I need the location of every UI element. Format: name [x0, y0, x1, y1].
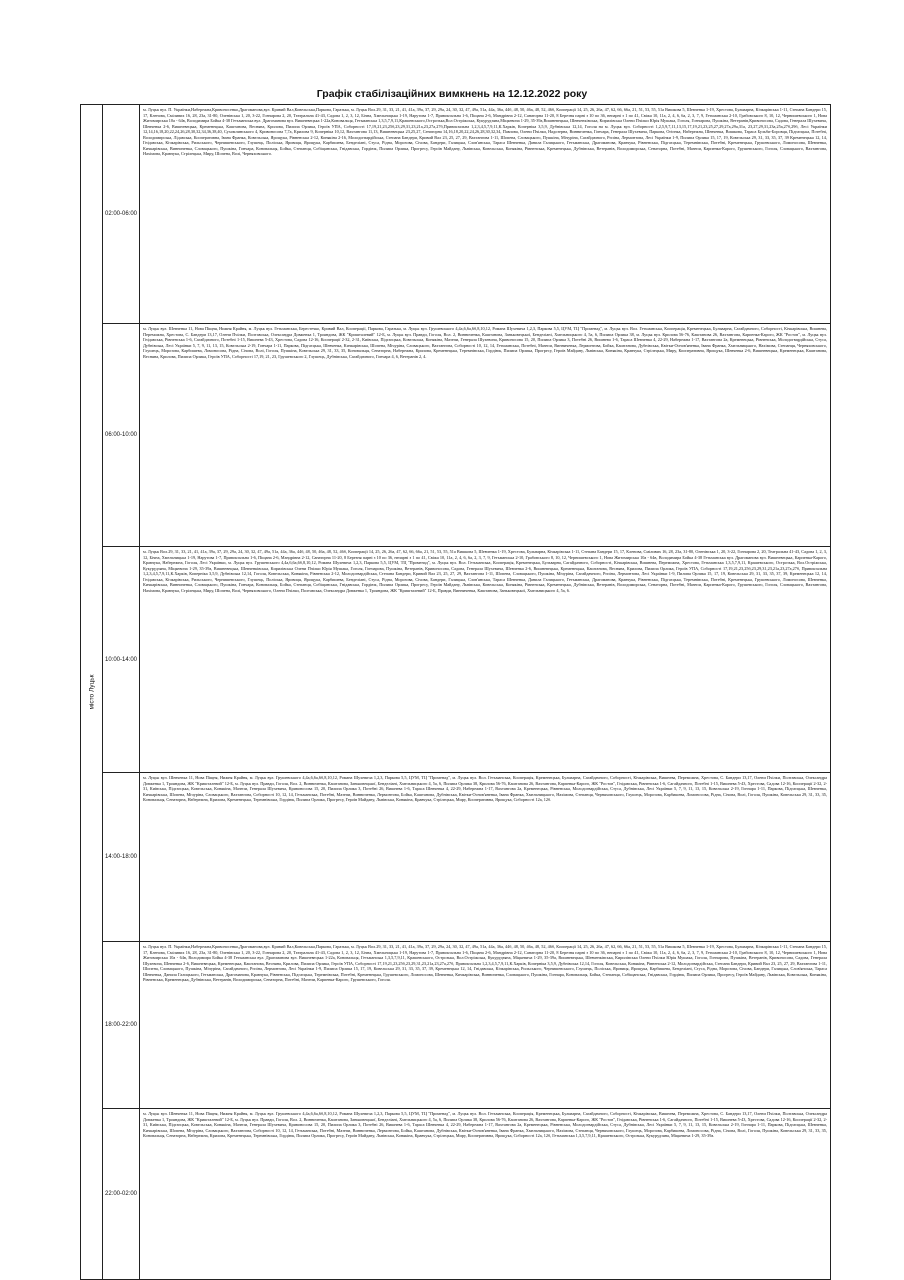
time-slot: 02:00-06:00: [103, 105, 140, 324]
streets-list: м. Луцьк вул. П. Українки,Набережна,Кривоносенко,Драгоманова,вул. Кривий Вал,Ковельська,Паркова, Гаразька, м. Луцьк Вол.29, 31, 33, 21, 41, 41а, 39а, 37, 29, 29а, 24, 30, 32, 47, 49а, 51а, 44а, 36а, 44б, 48, 50, 46а, 48, 52, 46б, Кооперації 14, 25, 26, 26а, 47, 62, 66, 66а, 21, 51, 53, 55, 51а Вишкова 5, Шевченка 1-19, Хрестова, Бульварна, Кічкарівська 1-11, Степана Бандери 15, 17, Кленова, Сміливих 16, 28, 23а, 31-80, Оленівська 1, 20, 3-22, Гончарова 2, 20, Театральна 41-43, Садова 1, 2, 3, 12, Бічна, Хмельницька 1-19, Нарутова 1-7, Привокзальна 1-6, Піщана 2-6, Мандрівна 2-12, Санаторна 11-20, 8 Березня парні з 10 по 36, непарні з 1 по 41, Свіжа 10, 11а, 2, 4, 6, 6а, 2, 3, 7, 9, Гетьманська 2-10, Грабовського 8, 10, 12, Чернишевського 1, Нова Житомирська 10а - 64в, Володимира Бойка 4-38 Гетьманська вул. Драгоманова вул. Вишневецька 1-22а, Коновальця, Гетьманська 1,3,5,7,9,11, Крашевського, Острозька, Вол.Остріжська, Кукурудзяна, Міцкевича 1-29, 35-39а, Вишневецька, Шевченківська, Кирилівська Олени Пчілки Юрія Мушака, Гоголя, Гончарова, Пушкіна, Ветеранів, Кривоносова, Садова, Генерала Шухевича, Шевченка 2-6, Вишневецька, Кременецька, Каштанова, Весняна, Крилова, Пилипа Орлика, Героїв УПА, Соборності 17,19,21,23,25б,23,29,31,23,21а,23,27а,27б, Привокзальна 1,2,3,4,5,7,9,11,К.Харків, Коперніка 3,5,9, Дубнівська 12,14, Гоголя, Ковельська, Конякіна, Рівненська 2-12, Молодогвардійська, Степана Бандери, Кривий Вал 23, 25, 27, 29, Вахтангова 1-11, Шопена, Словацького, Пушкіна, Мічуріна, Сагайдачного, Рєпіна, Лермонтова, Лесі Українки 1-9, Пилипа Орлика 15, 17, 19, Ковельська 29, 31, 33, 35, 37, 39, Кременецька 12, 14, Гнідавська, Кічкарівська, Рильського, Чернишевського, Глушець, Поліська, Яровиця, Ярощука, Карбишева, Бенделіані, Стуса, Рідна, Морозова, Січова, Бандери, Галицька, Слов'янська, Тараса Шевченка, Данила Галицького, Гетьманська, Драгоманова, Кравчука, Рівненська, Підгаєцька, Теремнівська, Потебні, Кременецька, Грушевського, Ломоносова, Шевченка, Кичкарівська, Винниченка, Словацького, Пушкіна, Гончара, Коновальця, Бойка, Степанця, Собіщанська, Гнідавська, Гордіюк, Пилипа Орлика, Прогресу, Героїв Майдану, Львівська, Ковельська, Конякіна, Рівненська, Кременецька, Дубнівська, Ветеранів, Володимирська, Сенаторна, Потебні, Мазепи, Карпенка-Карого, Грушевського, Гоголя.: [143, 944, 827, 982]
document-title: Графік стабілізаційних вимкнень на 12.12.2022 року: [316, 88, 588, 100]
streets-list: м. Луцьк вул. Шевченка 11, Нова Піщня, Нижня Крайня, м. Луцьк вул. Грушевського 4,4а,6,6а,6б,8,10,12, Романа Шухевича 1,2,3, Паркова 5,5, ЦУМ, ТЦ "Променад", м. Луцьк вул. Вол. Гетьманська, Кооперація, Кременецька, Бульварна, Сагайдачного, Соборності, Кічкарівська, Вишнева, Переможна, Хрестова, С. Бандери 13,17, Олени Пчілки, Полтавська, Олександра Довженка 1, Трояндова, ЖК "Кришталевий" 12-Б, м. Луцьк вул. Правди, Гоголя, Вол. 2, Винниченка, Каштанова, Заньковецької, Бенделіані, Хмельницького 4, 5а, 6, Пилипа Орлика 38, Крилова 56-76, Каштанова 26, Вахтангова, Карпенка-Карого, ЖК "Ростов", Гнідавська, Рівненська 1-6, Сагайдачного, Потебні 1-15, Вишнева 5-43, Хрестова, Садова 12-16, Кооперації 2-32, 2-31, Київська, Підгаєцька, Ковельська, Конякіна, Мазепи, Генерала Шухевича, Кривоносова 15, 20, Пилипа Орлика 3, Потебні 26, Вишнева 1-6, Тараса Шевченка 4, 22-29, Набережна 1-17, Вахтангова 2а, Кременецька, Рівненська, Молодогвардійська, Стуса, Дубнівська, Лесі Українки 5, 7, 9, 11, 13, 15, Ковельська 2-19, Гончара 1-11, Паркова, Підгаєцька, Шевченка, Кичкарівська, Шопена, Мічуріна, Словацького, Вахтангова, Соборності 10, 12, 14, Гетьманська, Потебні, Мазепи, Винниченка, Лермонтова, Бойка, Каштанова, Дубнівська, Квітки-Основ'яненка, Івана Франка, Хмельницького, Нахімова, Степанця, Черняховського, Глушець, Морозова, Карбишева, Ломоносова, Рідна, Січова, Волі, Гоголя, Пушкіна, Ковельська 29, 31, 33, 35, Коновальця, Сенаторна, Набережна, Крилова, Кременецька, Теремнівська, Гордіюк, Пилипа Орлика, Прогресу, Героїв Майдану, Львівська, Конякіна, Кравчука, Стрілецька, Миру, Кооперативна, Ярощука, Соборності 12а, 12б, Гетьманська 1,3,5,7,9,11, Крашевського, Острозька, Кукурудзяна, Міцкевича 1-29, 35-39а.: [143, 1111, 827, 1138]
schedule-row: [81, 942, 831, 1109]
time-slot: 06:00-10:00: [103, 324, 140, 547]
streets-cell: [140, 324, 831, 547]
outage-schedule-table: [80, 104, 831, 1280]
time-slot: 10:00-14:00: [103, 547, 140, 773]
schedule-row: [81, 547, 831, 773]
schedule-row: [81, 773, 831, 942]
region-label: місто Луцьк: [88, 674, 95, 710]
schedule-row: [81, 1109, 831, 1280]
schedule-row: [81, 105, 831, 324]
streets-cell: [140, 1109, 831, 1280]
time-slot: 14:00-18:00: [103, 773, 140, 942]
streets-cell: [140, 105, 831, 324]
streets-cell: [140, 942, 831, 1109]
streets-cell: [140, 547, 831, 773]
time-slot: 22:00-02:00: [103, 1109, 140, 1280]
time-slot: 18:00-22:00: [103, 942, 140, 1109]
streets-cell: [140, 773, 831, 942]
schedule-row: [81, 324, 831, 547]
streets-list: м. Луцьк вул. П. Українки,Набережна,Кривоносенко,Драгоманова,вул. Кривий Вал,Ковельська,Паркова, Гаразька, м. Луцьк Вол.29, 31, 33, 21, 41, 41а, 39а, 37, 29, 29а, 24, 30, 32, 47, 49а, 51а, 44а, 36а, 44б, 48, 50, 46а, 48, 52, 46б, Кооперації 14, 25, 26, 26а, 47, 62, 66, 66а, 21, 51, 53, 55, 51а Вишкова 5, Шевченка 1-19, Хрестова, Бульварна, Кічкарівська 1-11, Степана Бандери 15, 17, Кленова, Сміливих 16, 28, 23а, 31-80, Оленівська 1, 20, 3-22, Гончарова 2, 20, Театральна 41-43, Садова 1, 2, 3, 12, Бічна, Хмельницька 1-19, Нарутова 1-7, Привокзальна 1-6, Піщана 2-6, Мандрівна 2-12, Санаторна 11-20, 8 Березня парні з 10 по 36, непарні з 1 по 41, Свіжа 10, 11а, 2, 4, 6, 6а, 2, 3, 7, 9, Гетьманська 2-10, Грабовського 8, 10, 12, Чернишевського 1, Нова Житомирська 10а - 64в, Володимира Бойка 4-38 Гетьманська вул. Драгоманова вул. Вишневецька 1-22а,Коновальця, Гетьманська 1,3,5,7,9,11,Крашевського,Острозька,Вол.Остріжська, Кукурудзяна,Міцкевича 1-29, 35-39а,Вишневецька, Шевченківська, Кирилівська Олени Пчілки Юрія Мушака, Гоголя, Гончарова, Пушкіна, Ветеранів,Кривоносова, Садова, Генерала Шухевича, Шевченка 2-6, Вишневецька, Кременецька, Каштанова, Весняна, Крилова, Пилипа Орлика, Героїв УПА, Соборності 17,19,21,23,25б,23,29,31,23,21а,23,27а,27б,Привокзальна 1,2,3,4,5,7,9,11,К.Харків, Коперніка 3,5,9, Дубнівська 12,14, Гоголя на м. Луцьк вул. Соборності 1,2,5,9,7,11,13,15,17,19,21,23,25,27,29,27а,29а,31а, 23,27,29,31,23а,25а,27б,29б, Лесі Українки 12,14,16,18,20,22,24,26,28,30,32,34,36,38,40, Сухомлинського 4, Кривоносова 7,7а, Крилова 9, Коперніка 10,12, Вахтангова 11,13, Вишневецька 23,25,27, Сенаторна 14,16,18,20,22,24,26,28,30,32,34, Павлова, Олени Пчілки, Надозерна, Винниченка, Гончара, Генерала Шухевича, Паркова, Огієнка, Набережна, Шевченка, Вишкова, Тараса Бульби-Боровця, Підгаєцька, Потебні, Володимирська, Лідавська, Кооперативна, Івана Франка, Ковельська, Ярощука, Рівненська 2-12, Конякіна 2-16, Молодогвардійська, Степана Бандери, Кривий Вал 23, 25, 27, 29, Вахтангова 1-11, Шопена, Словацького, Пушкіна, Мічуріна, Сагайдачного, Рєпіна, Лермонтова, Лесі Українки 1-9, Пилипа Орлика 15, 17, 19, Ковельська 29, 31, 33, 35, 37, 39 Кременецька 12, 14, Гнідавська, Кічкарівська, Рильського, Чернишевського, Глушець, Поліська, Яровиця, Ярощука, Карбишева, Бенделіані, Стуса, Рідна, Морозова, Січова, Бандери, Галицька, Слов'янська, Тараса Шевченка, Данила Галицького, Гетьманська, Драгоманова, Кравчука, Рівненська, Підгаєцька, Теремнівська, Потебні, Кременецька, Грушевського, Ломоносова, Шевченка, Кичкарівська, Винниченка, Словацького, Пушкіна, Гончара, Коновальця, Бойка, Степанця, Собіщанська, Гнідавська, Гордіюк, Пилипа Орлика, Прогресу, Героїв Майдану, Львівська, Ковельська, Конякіна, Рівненська, Кременецька, Дубнівська, Ветеранів, Володимирська, Сенаторна, Потебні, Мазепи, Карпенка-Карого, Грушевського, Гоголя, Словацького, Вахтангова, Нахімова, Кравчука, Стрілецька, Миру, Шопена, Волі, Черняховського.: [143, 107, 827, 156]
streets-list: м. Луцьк Вол.29, 31, 33, 21, 41, 41а, 39а, 37, 29, 29а, 24, 30, 32, 47, 49а, 51а, 44а, 36а, 44б, 48, 50, 46а, 48, 52, 46б, Кооперації 14, 25, 26, 26а, 47, 62, 66, 66а, 21, 51, 53, 55, 51а Вишкова 5, Шевченка 1-19, Хрестова, Бульварна, Кічкарівська 1-11, Степана Бандери 15, 17, Кленова, Сміливих 16, 28, 23а, 31-80, Оленівська 1, 20, 3-22, Гончарова 2, 20, Театральна 41-43, Садова 1, 2, 3, 12, Бічна, Хмельницька 1-19, Нарутова 1-7, Привокзальна 1-6, Піщана 2-6, Мандрівна 2-12, Санаторна 11-20, 8 Березня парні з 10 по 36, непарні з 1 по 41, Свіжа 10, 11а, 2, 4, 6, 6а, 2, 3, 7, 9, Гетьманська 2-10, Грабовського 8, 10, 12, Чернишевського 1, Нова Житомирська 10а - 64в, Володимира Бойка 4-38 Гетьманська вул. Драгоманова вул. Вишневецька, Карпенка-Карого, Кравчука, Набережна, Гоголя, Лесі Українки, м. Луцьк вул. Грушевського 4,4а,6,6а,6б,8,10,12, Романа Шухевича 1,2,3, Паркова 5,5, ЦУМ, ТЦ "Променад", м. Луцьк вул. Вол. Гетьманська, Кооперація, Кременецька, Бульварна, Сагайдачного, Соборності, Кічкарівська, Вишнева, Переможна, Хрестова, Гетьманська 1,3,5,7,9,11, Крашевського, Острозька, Вол.Остріжська, Кукурудзяна, Міцкевича 1-29, 35-39а, Вишневецька, Шевченківська, Кирилівська Олени Пчілки Юрія Мушака, Гоголя, Гончарова, Пушкіна, Ветеранів, Кривоносова, Садова, Генерала Шухевича, Шевченка 2-6, Вишневецька, Кременецька, Каштанова, Весняна, Крилова, Пилипа Орлика, Героїв УПА, Соборності 17,19,21,23,25б,23,29,31,23,21а,23,27а,27б, Привокзальна 1,2,3,4,5,7,9,11,К.Харків, Коперніка 3,5,9, Дубнівська 12,14, Гоголя, Ковельська, Конякіна, Рівненська 2-12, Молодогвардійська, Степана Бандери, Кривий Вал 23, 25, 27, 29, Вахтангова 1-11, Шопена, Словацького, Пушкіна, Мічуріна, Сагайдачного, Рєпіна, Лермонтова, Лесі Українки 1-9, Пилипа Орлика 15, 17, 19, Ковельська 29, 31, 33, 35, 37, 39, Кременецька 12, 14, Гнідавська, Кічкарівська, Рильського, Чернишевського, Глушець, Поліська, Яровиця, Ярощука, Карбишева, Бенделіані, Стуса, Рідна, Морозова, Січова, Бандери, Галицька, Слов'янська, Тараса Шевченка, Данила Галицького, Гетьманська, Драгоманова, Кравчука, Рівненська, Підгаєцька, Теремнівська, Потебні, Кременецька, Грушевського, Ломоносова, Шевченка, Кичкарівська, Винниченка, Словацького, Пушкіна, Гончара, Коновальця, Бойка, Степанця, Собіщанська, Гнідавська, Гордіюк, Пилипа Орлика, Прогресу, Героїв Майдану, Львівська, Ковельська, Конякіна, Рівненська, Кременецька, Дубнівська, Ветеранів, Володимирська, Сенаторна, Потебні, Мазепи, Карпенка-Карого, Грушевського, Гоголя, Словацького, Вахтангова, Нахімова, Кравчука, Стрілецька, Миру, Шопена, Волі, Черняховського, Олени Пчілки, Полтавська, Олександра Довженка 1, Трояндова, ЖК "Кришталевий" 12-Б, Правди, Винниченка, Каштанова, Заньковецької, Хмельницького 4, 5а, 6.: [143, 549, 827, 593]
region-cell: [81, 105, 103, 1280]
streets-list: м. Луцьк вул. Шевченка 11, Нова Піщня, Нижня Крайня, м. Луцьк вул. Гетьманська, Берестечко, Кривий Вал, Кооперації, Паркова, Гаразька, м. Луцьк вул. Грушевського 4,4а,6,6а,6б,8,10,12, Романа Шухевича 1,2,3, Паркова 5,5, ЦУМ, ТЦ "Променад", м. Луцьк вул. Вол. Гетьманська, Кооперація, Кременецька, Бульварна, Сагайдачного, Соборності, Кічкарівська, Вишнева, Переможна, Хрестова, С. Бандери 13,17, Олени Пчілки, Полтавська, Олександра Довженка 1, Трояндова, ЖК "Кришталевий" 12-Б, м. Луцьк вул. Правди, Гоголя, Вол. 2, Винниченка, Каштанова, Заньковецької, Бенделіані, Хмельницького 4, 5а, 6, Пилипа Орлика 38, м. Луцьк вул. Крилова 56-76, Каштанова 26, Вахтангова, Карпенка-Карого, ЖК "Ростов", м. Луцьк вул. Гнідавська, Рівненська 1-6, Сагайдачного, Потебні 1-15, Вишнева 5-43, Хрестова, Садова 12-16, Кооперації 2-32, 2-31, Київська, Підгаєцька, Ковельська, Конякіна, Мазепи, Генерала Шухевича, Кривоносова 15, 20, Пилипа Орлика 3, Потебні 26, Вишнева 1-6, Тараса Шевченка 4, 22-29, Набережна 1-17, Вахтангова 2а, Кременецька, Рівненська, Молодогвардійська, Стуса, Дубнівська, Лесі Українки 5, 7, 9, 11, 13, 15, Ковельська 2-19, Гончара 1-11, Паркова, Підгаєцька, Шевченка, Кичкарівська, Шопена, Мічуріна, Словацького, Вахтангова, Соборності 10, 12, 14, Гетьманська, Потебні, Мазепи, Винниченка, Лермонтова, Бойка, Каштанова, Дубнівська, Квітки-Основ'яненка, Івана Франка, Хмельницького, Нахімова, Степанця, Черняховського, Глушець, Морозова, Карбишева, Ломоносова, Рідна, Січова, Волі, Гоголя, Пушкіна, Ковельська 29, 31, 33, 35, Коновальця, Сенаторна, Набережна, Крилова, Кременецька, Теремнівська, Гордіюк, Пилипа Орлика, Прогресу, Героїв Майдану, Львівська, Конякіна, Кравчука, Стрілецька, Миру, Кооперативна, Ярощука, Шевченка 2-6, Вишневецька, Кременецька, Каштанова, Весняна, Крилова, Пилипа Орлика, Героїв УПА, Соборності 17,19, 21, 23, Грушевського 2, Глушець, Дубнівська, Сагайдачного, Гончара 4, 6, Ветеранів 2, 4.: [143, 326, 827, 359]
streets-list: м. Луцьк вул. Шевченка 11, Нова Піщня, Нижня Крайня, м. Луцьк вул. Грушевського 4,4а,6,6а,6б,8,10,12, Романа Шухевича 1,2,3, Паркова 5,5, ЦУМ, ТЦ "Променад", м. Луцьк вул. Вол. Гетьманська, Кооперація, Кременецька, Бульварна, Сагайдачного, Соборності, Кічкарівська, Вишнева, Переможна, Хрестова, С. Бандери 13,17, Олени Пчілки, Полтавська, Олександра Довженка 1, Трояндова, ЖК "Кришталевий" 12-Б, м. Луцьк вул. Правди, Гоголя, Вол. 2, Винниченка, Каштанова, Заньковецької, Бенделіані, Хмельницького 4, 5а, 6, Пилипа Орлика 38, Крилова 56-76, Каштанова 26, Вахтангова, Карпенка-Карого, ЖК "Ростов", Гнідавська, Рівненська 1-6, Сагайдачного, Потебні 1-15, Вишнева 5-43, Хрестова, Садова 12-16, Кооперації 2-32, 2-31, Київська, Підгаєцька, Ковельська, Конякіна, Мазепи, Генерала Шухевича, Кривоносова 15, 20, Пилипа Орлика 3, Потебні 26, Вишнева 1-6, Тараса Шевченка 4, 22-29, Набережна 1-17, Вахтангова 2а, Кременецька, Рівненська, Молодогвардійська, Стуса, Дубнівська, Лесі Українки 5, 7, 9, 11, 13, 15, Ковельська 2-19, Гончара 1-11, Паркова, Підгаєцька, Шевченка, Кичкарівська, Шопена, Мічуріна, Словацького, Вахтангова, Соборності 10, 12, 14, Гетьманська, Потебні, Мазепи, Винниченка, Лермонтова, Бойка, Каштанова, Дубнівська, Квітки-Основ'яненка, Івана Франка, Хмельницького, Нахімова, Степанця, Черняховського, Глушець, Морозова, Карбишева, Ломоносова, Рідна, Січова, Волі, Гоголя, Пушкіна, Ковельська 29, 31, 33, 35, Коновальця, Сенаторна, Набережна, Крилова, Кременецька, Теремнівська, Гордіюк, Пилипа Орлика, Прогресу, Героїв Майдану, Львівська, Конякіна, Кравчука, Стрілецька, Миру, Кооперативна, Ярощука, Соборності 12а, 12б.: [143, 775, 827, 802]
